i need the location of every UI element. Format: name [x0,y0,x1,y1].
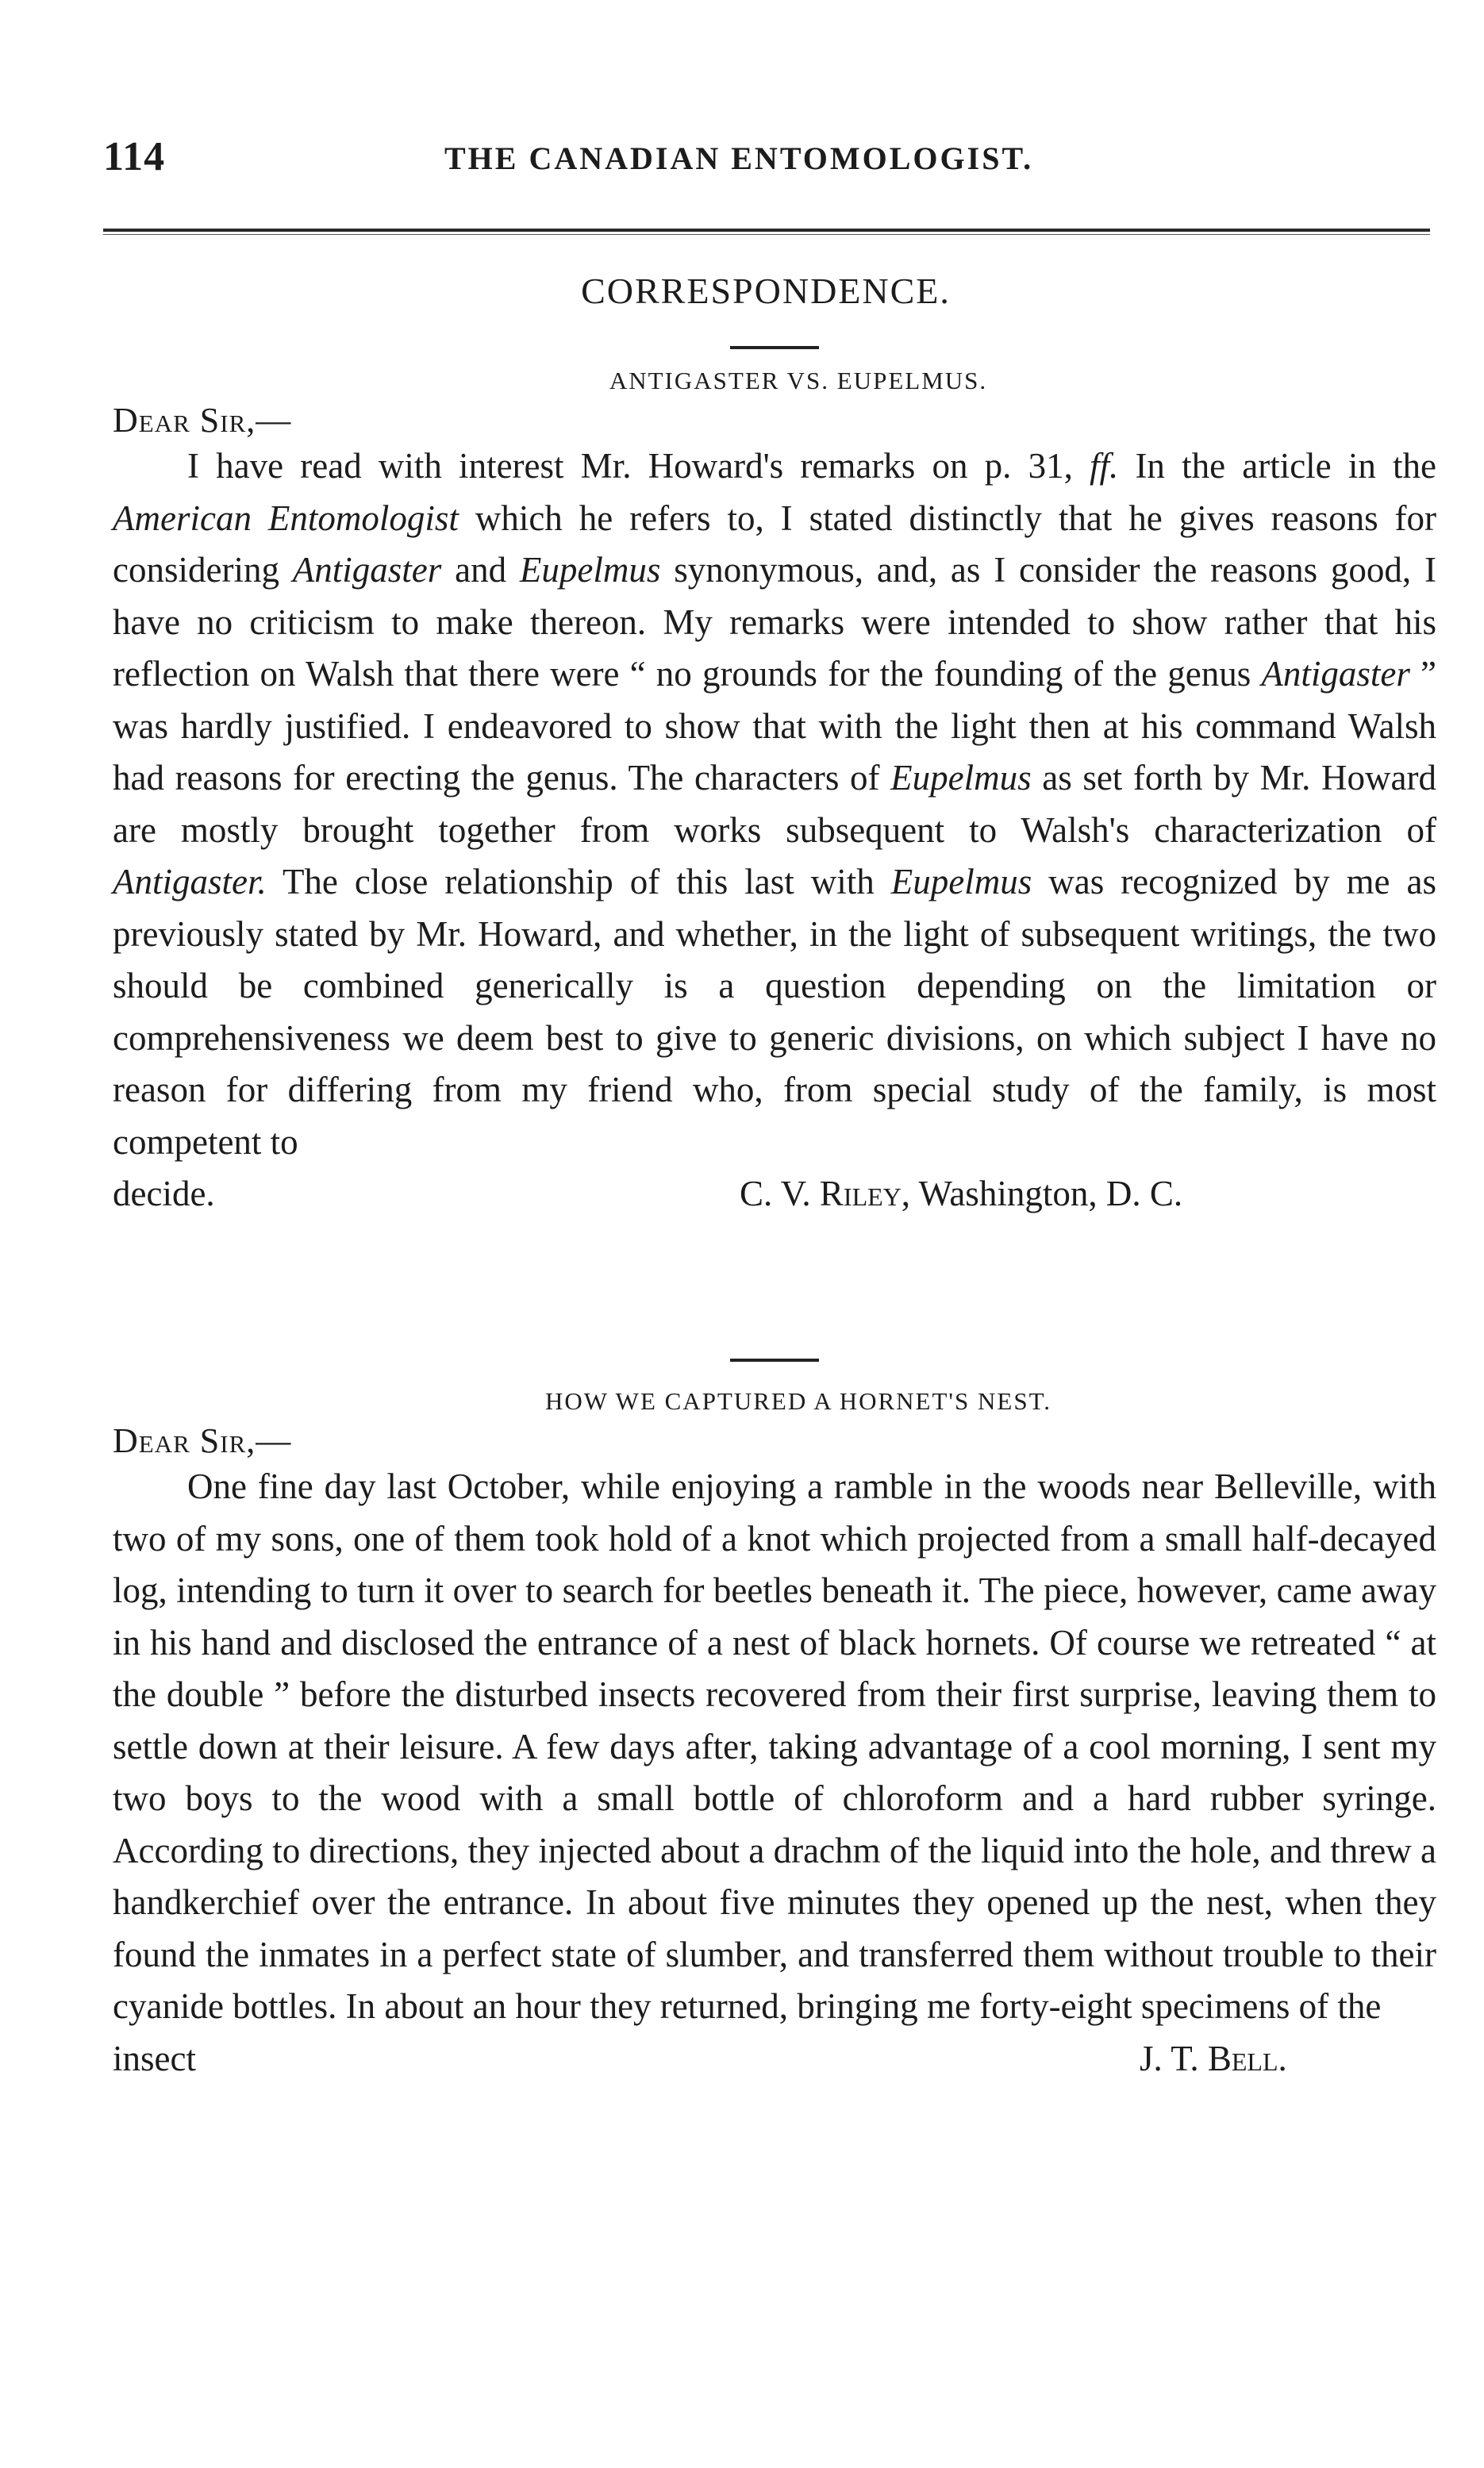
signature-line [113,1168,1436,1221]
letter-hornets-nest [113,1387,1436,2085]
body-fragment: In the article in the [1118,446,1436,486]
salutation-initial: D [113,401,139,440]
body-fragment: synonymous, and, as I consider the reasons good, I have no criticism to make thereon. My remarks were intended to show rather that his reflection on Walsh that there were “ no grounds for the founding of the genus [113,550,1436,694]
body-fragment: was recognized by me as previously stated by Mr. Howard, and whether, in the light of subsequent writings, the two should be combined generically is a question depending on the limitation or comprehensiveness we deem best to give to generic divisions, on which subject I have no reason for differing from my friend who, from special study of the family, is most competent to [113,862,1437,1162]
italic-term: Eupelmus [519,550,661,590]
page-number: 114 [103,134,166,179]
body-fragment: The close relationship of this last with [266,862,891,901]
closing-word: decide. [113,1174,215,1213]
letter-separator-rule [730,1359,819,1362]
body-fragment: and [441,550,520,590]
italic-term: Antigaster. [113,862,267,901]
salutation-initial: D [113,1421,139,1460]
italic-term: Antigaster [1261,654,1410,694]
salutation-rest: ear Sir,— [138,1421,292,1460]
salutation [113,400,1436,440]
section-rule [730,346,819,349]
header-rule [103,229,1430,232]
running-header [103,133,1436,189]
signature-initials: C. V. [740,1174,820,1213]
italic-term: Eupelmus [890,862,1032,901]
italic-term: Antigaster [292,550,442,590]
signature-place: , Washington, D. C. [901,1174,1183,1213]
letter-body [113,440,1436,1168]
italic-term: American Entomologist [113,498,459,538]
letter-body: One fine day last October, while enjoying a ramble in the woods near Belleville, with two of my sons, one of them took hold of a knot which projected from a small half-decayed log, intending to turn it over to search for beetles beneath it. The piece, however, came away in his hand and disclosed the entrance of a nest of black hornets. Of course we retreated “ at the double ” before the disturbed insects recovered from their first surprise, leaving them to settle down at their leisure. A few days after, taking advantage of a cool morning, I sent my two boys to the wood with a small bottle of chloroform and a hard rubber syringe. According to directions, they injected about a drachm of the liquid into the hole, and threw a handkerchief over the entrance. In about five minutes they opened up the nest, when they found the inmates in a perfect state of slumber, and transferred them without trouble to their cyanide bottles. In about an hour they returned, bringing me forty-eight specimens of the [113,1467,1436,2026]
letter-antigaster [113,367,1436,1221]
body-fragment: ” was hardly justified. I endeavored to show that with the light then at his command Walsh had reasons for erecting the genus. The characters of [113,654,1436,798]
signature [1140,2033,1287,2085]
body-fragment: as set forth by Mr. Howard are mostly brought together from works subsequent to Walsh's characterization of [113,758,1436,850]
italic-term: Eupelmus [890,758,1032,798]
salutation-rest: ear Sir,— [138,401,292,440]
letter-title: ANTIGASTER VS. EUPELMUS. [609,367,988,394]
signature [740,1168,1182,1221]
salutation [113,1420,1436,1461]
running-title: THE CANADIAN ENTOMOLOGIST. [444,140,1034,176]
body-fragment: which he refers to, I stated distinctly that he gives reasons for considering [113,498,1436,590]
signature-name: Riley [819,1174,902,1213]
body-fragment: I have read with interest Mr. Howard's remarks on p. 31, [187,446,1090,486]
italic-term: ff. [1090,446,1119,486]
header-rule-thin [103,234,1430,235]
signature-line [113,2033,1436,2085]
letter-title: HOW WE CAPTURED A HORNET'S NEST. [545,1387,1051,1415]
signature-name: Bell [1207,2038,1278,2078]
closing-word: insect [113,2038,196,2078]
signature-initials: J. T. [1140,2038,1208,2078]
section-title: CORRESPONDENCE. [581,271,951,311]
signature-suffix: . [1278,2038,1287,2078]
